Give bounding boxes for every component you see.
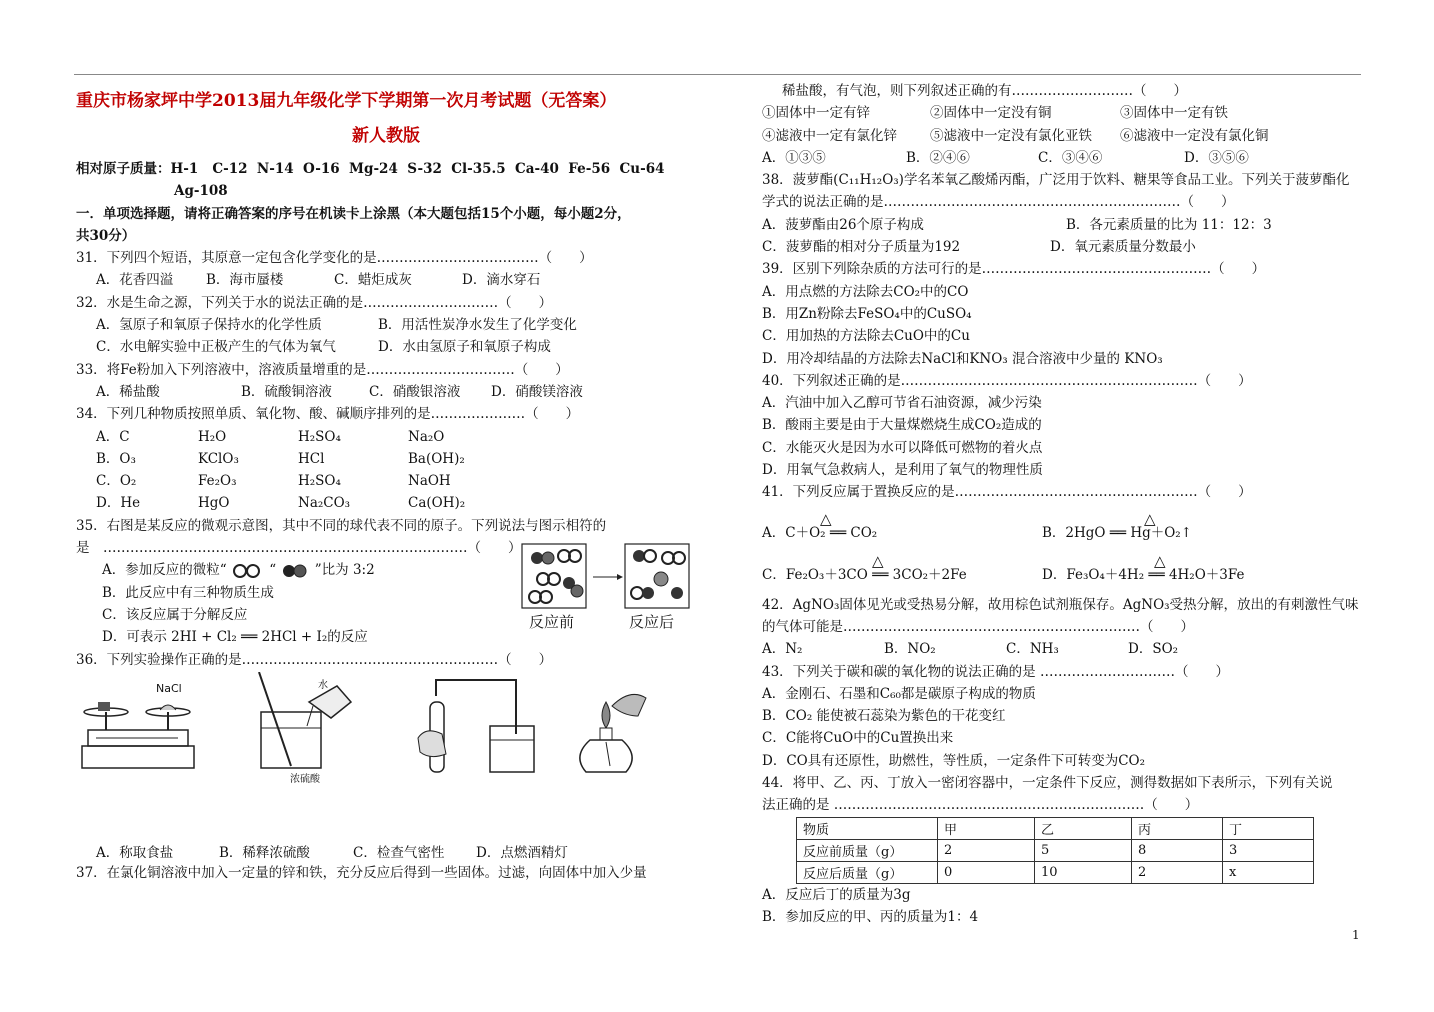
q39-option-b: B．用Zn粉除去FeSO₄中的CuSO₄ — [762, 305, 972, 322]
option-b: B．稀释浓硫酸 — [219, 844, 310, 861]
q34-cell: D．He — [96, 495, 141, 512]
q34-cell: KClO₃ — [198, 450, 239, 467]
page-title: 重庆市杨家坪中学2013届九年级化学下学期第一次月考试题（无答案） — [76, 91, 617, 111]
q37-statement: ③固体中一定有铁 — [1120, 105, 1228, 122]
airtightness-figure — [416, 676, 536, 776]
option-c: C．菠萝酯的相对分子质量为192 — [762, 239, 961, 256]
dilution-figure — [251, 672, 361, 772]
heat-symbol-a: △ — [820, 509, 832, 528]
q31-stem: 31．下列四个短语，其原意一定包含化学变化的是………………………………（ ） — [76, 250, 593, 267]
table-cell: 3 — [1223, 839, 1314, 861]
q44-data-table — [796, 817, 1314, 884]
left-column — [76, 88, 696, 884]
q40-option-d: D．用氧气急救病人，是利用了氧气的物理性质 — [762, 462, 1043, 479]
option-c: C．Fe₂O₃＋3CO ══ 3CO₂＋2Fe — [762, 566, 967, 583]
table-row — [797, 839, 1314, 861]
option-c: C．③④⑥ — [1038, 149, 1103, 166]
option-a: A．C＋O₂ ══ CO₂ — [762, 524, 878, 541]
q43-option-d: D．CO具有还原性，助燃性，等性质，一定条件下可转变为CO₂ — [762, 752, 1146, 769]
q32-options-cd — [76, 336, 696, 358]
table-cell: x — [1223, 861, 1314, 883]
fig-before-label: 反应前 — [529, 613, 575, 632]
q34-row-a — [96, 426, 696, 448]
option-a: A．花香四溢 — [96, 272, 174, 289]
q35-option-d: D．可表示 2HI + Cl₂ ══ 2HCl + I₂的反应 — [102, 629, 368, 646]
option-a: A．①③⑤ — [762, 149, 826, 166]
option-c: C．蜡炬成灰 — [334, 272, 412, 289]
q36-stem: 36．下列实验操作正确的是…………………………………………………（ ） — [76, 652, 553, 669]
q36-options — [76, 842, 568, 864]
q44-stem-cont: 法正确的是 ……………………………………………………………（ ） — [762, 797, 1199, 814]
molecule-dark-pair-icon — [280, 563, 310, 579]
q32-options-ab — [76, 314, 696, 336]
option-c: C．水电解实验中正极产生的气体为氧气 — [96, 339, 336, 356]
q31-options — [76, 269, 696, 291]
q42-stem: 42．AgNO₃固体见光或受热易分解，故用棕色试剂瓶保存。AgNO₃受热分解，放出的有刺激性气味 — [762, 596, 1359, 613]
q35-option-c: C．该反应属于分解反应 — [102, 606, 248, 623]
q37-statements-2 — [762, 125, 1372, 147]
q35-option-b: B．此反应中有三种物质生成 — [102, 584, 274, 601]
page-subtitle: 新人教版 — [352, 126, 420, 146]
heat-symbol-d: △ — [1154, 551, 1166, 570]
balance-scale-figure — [78, 686, 198, 772]
q32-stem: 32．水是生命之源，下列关于水的说法正确的是…………………………（ ） — [76, 294, 553, 311]
table-cell: 丙 — [1132, 817, 1223, 839]
table-cell: 2 — [938, 839, 1035, 861]
q43-stem: 43．下列关于碳和碳的氧化物的说法正确的是 …………………………（ ） — [762, 663, 1229, 680]
option-b: B．各元素质量的比为 11：12：3 — [1066, 216, 1272, 233]
reaction-boxes-figure — [521, 543, 696, 611]
q42-stem-cont: 的气体可能是…………………………………………………………（ ） — [762, 618, 1194, 635]
option-d: D．滴水穿石 — [462, 272, 541, 289]
q35-body — [76, 559, 696, 649]
q39-option-a: A．用点燃的方法除去CO₂中的CO — [762, 283, 969, 300]
table-cell: 丁 — [1223, 817, 1314, 839]
table-cell: 甲 — [938, 817, 1035, 839]
q37-statement: ②固体中一定没有铜 — [930, 105, 1052, 122]
option-b: B．②④⑥ — [906, 149, 970, 166]
q41-options — [762, 504, 1372, 588]
q39-option-c: C．用加热的方法除去CuO中的Cu — [762, 328, 970, 345]
q37-options — [762, 147, 1372, 169]
q36-figures — [76, 672, 696, 862]
nacl-label: NaCl — [156, 681, 182, 695]
option-d: D．水由氢原子和氧原子构成 — [378, 339, 551, 356]
q34-cell: Ba(OH)₂ — [408, 450, 465, 467]
q38-options-cd — [762, 236, 1372, 258]
q37-statement: ④滤液中一定有氯化锌 — [762, 127, 897, 144]
q34-cell: Na₂CO₃ — [298, 495, 351, 512]
option-c: C．检查气密性 — [353, 844, 445, 861]
q34-cell: C．O₂ — [96, 473, 137, 490]
q34-cell: NaOH — [408, 473, 451, 490]
q37-statement: ①固体中一定有锌 — [762, 105, 870, 122]
option-d: D．硝酸镁溶液 — [491, 383, 583, 400]
q37-stem: 37．在氯化铜溶液中加入一定量的锌和铁，充分反应后得到一些固体。过滤，向固体中加入少量 — [76, 864, 647, 881]
q38-stem: 38．菠萝酯(C₁₁H₁₂O₃)学名苯氧乙酸烯丙酯，广泛用于饮料、糖果等食品工业。下列关于菠萝酯化 — [762, 172, 1350, 189]
q44-option-b: B．参加反应的甲、丙的质量为1：4 — [762, 908, 979, 925]
q38-stem-cont: 学式的说法正确的是…………………………………………………………（ ） — [762, 194, 1235, 211]
q34-cell: A．C — [96, 428, 130, 445]
q34-stem: 34．下列几种物质按照单质、氧化物、酸、碱顺序排列的是…………………（ ） — [76, 406, 580, 423]
atomic-masses-label: 相对原子质量： — [76, 161, 171, 177]
option-a: A．称取食盐 — [96, 844, 174, 861]
atomic-masses-line1: H-1 C-12 N-14 O-16 Mg-24 S-32 Cl-35.5 Ca-40 Fe-56 Cu-64 — [170, 161, 665, 177]
option-d: D．SO₂ — [1128, 641, 1179, 658]
reaction-diagram — [521, 543, 696, 643]
option-b: B．NO₂ — [884, 641, 936, 658]
option-a: A．稀盐酸 — [96, 383, 160, 400]
option-b: B．2HgO ══ Hg＋O₂↑ — [1042, 524, 1193, 541]
q44-option-a: A．反应后丁的质量为3g — [762, 886, 911, 903]
q33-options — [76, 381, 696, 403]
table-cell: 0 — [938, 861, 1035, 883]
option-d: D．点燃酒精灯 — [476, 844, 568, 861]
section-heading: 一．单项选择题，请将正确答案的序号在机读卡上涂黑（本大题包括15个小题，每小题2分， — [76, 205, 631, 222]
q34-row-d — [96, 492, 696, 514]
q34-cell: HgO — [198, 495, 230, 512]
q40-option-b: B．酸雨主要是由于大量煤燃烧生成CO₂造成的 — [762, 417, 1042, 434]
q34-row-b — [96, 448, 696, 470]
q34-row-c — [96, 470, 696, 492]
q34-cell: H₂O — [198, 428, 227, 445]
table-cell: 反应后质量（g） — [797, 861, 938, 883]
q35-stem-cont: 是 ………………………………………………………………………（ ） — [76, 540, 522, 557]
q43-option-c: C．C能将CuO中的Cu置换出来 — [762, 730, 954, 747]
option-b: B．用活性炭净水发生了化学变化 — [378, 317, 577, 334]
q34-grid — [76, 426, 696, 515]
heat-symbol-c: △ — [872, 551, 884, 570]
table-row — [797, 817, 1314, 839]
q37-statement: ⑤滤液中一定没有氯化亚铁 — [930, 127, 1092, 144]
option-a: A．N₂ — [762, 641, 803, 658]
heat-symbol-b: △ — [1144, 509, 1156, 528]
q35-a-post: ”比为 3:2 — [314, 562, 375, 579]
q37-statements-1 — [762, 102, 1372, 124]
top-rule — [74, 74, 1361, 75]
option-d: D．氧元素质量分数最小 — [1050, 239, 1196, 256]
page-number: 1 — [1352, 928, 1360, 942]
acid-label: 浓硫酸 — [290, 773, 320, 785]
q43-option-a: A．金刚石、石墨和C₆₀都是碳原子构成的物质 — [762, 685, 1036, 702]
option-d: D．Fe₃O₄＋4H₂ ══ 4H₂O＋3Fe — [1042, 566, 1245, 583]
table-cell: 反应前质量（g） — [797, 839, 938, 861]
option-d: D．③⑤⑥ — [1184, 149, 1249, 166]
atomic-masses-line2: Ag-108 — [174, 183, 228, 200]
q42-options — [762, 638, 1372, 660]
table-cell: 物质 — [797, 817, 938, 839]
option-a: A．氢原子和氧原子保持水的化学性质 — [96, 317, 322, 334]
q34-cell: Na₂O — [408, 428, 445, 445]
q38-options-ab — [762, 214, 1372, 236]
q34-cell: Fe₂O₃ — [198, 473, 237, 490]
option-a: A．菠萝酯由26个原子构成 — [762, 216, 924, 233]
table-cell: 乙 — [1035, 817, 1132, 839]
q40-option-a: A．汽油中加入乙醇可节省石油资源，减少污染 — [762, 395, 1042, 412]
q40-stem: 40．下列叙述正确的是…………………………………………………………（ ） — [762, 372, 1252, 389]
water-label: 水 — [318, 679, 328, 691]
q34-cell: B．O₃ — [96, 450, 136, 467]
option-c: C．NH₃ — [1006, 641, 1059, 658]
q41-stem: 41．下列反应属于置换反应的是………………………………………………（ ） — [762, 484, 1252, 501]
q37-statement: ⑥滤液中一定没有氯化铜 — [1120, 127, 1269, 144]
q39-stem: 39．区别下列除杂质的方法可行的是……………………………………………（ ） — [762, 261, 1266, 278]
q40-option-c: C．水能灭火是因为水可以降低可燃物的着火点 — [762, 439, 1043, 456]
table-cell: 8 — [1132, 839, 1223, 861]
q35-stem: 35．右图是某反应的微观示意图，其中不同的球代表不同的原子。下列说法与图示相符的 — [76, 517, 607, 534]
right-column — [762, 80, 1372, 928]
fig-after-label: 反应后 — [629, 613, 675, 632]
q43-option-b: B．CO₂ 能使被石蕊染为紫色的干花变红 — [762, 708, 1006, 725]
q35-a-pre: A．参加反应的微粒“ — [102, 562, 227, 579]
table-row — [797, 861, 1314, 883]
option-b: B．海市蜃楼 — [206, 272, 284, 289]
atomic-masses — [76, 158, 696, 180]
q39-option-d: D．用冷却结晶的方法除去NaCl和KNO₃ 混合溶液中少量的 KNO₃ — [762, 350, 1163, 367]
q35-a-mid: “ — [269, 562, 277, 579]
table-cell: 2 — [1132, 861, 1223, 883]
table-cell: 10 — [1035, 861, 1132, 883]
q34-cell: H₂SO₄ — [298, 473, 341, 490]
alcohol-lamp-figure — [566, 676, 656, 776]
molecule-white-pair-icon — [231, 563, 265, 579]
table-cell: 5 — [1035, 839, 1132, 861]
q33-stem: 33．将Fe粉加入下列溶液中，溶液质量增重的是……………………………（ ） — [76, 361, 569, 378]
q34-cell: HCl — [298, 450, 325, 467]
section-heading-cont: 共30分） — [76, 227, 136, 244]
q37-stem-cont: 稀盐酸，有气泡，则下列叙述正确的有………………………（ ） — [782, 83, 1187, 99]
q34-cell: H₂SO₄ — [298, 428, 341, 445]
option-c: C．硝酸银溶液 — [369, 383, 461, 400]
q34-cell: Ca(OH)₂ — [408, 495, 466, 512]
q44-stem: 44．将甲、乙、丙、丁放入一密闭容器中，一定条件下反应，测得数据如下表所示，下列有关说 — [762, 775, 1333, 792]
option-b: B．硫酸铜溶液 — [241, 383, 332, 400]
